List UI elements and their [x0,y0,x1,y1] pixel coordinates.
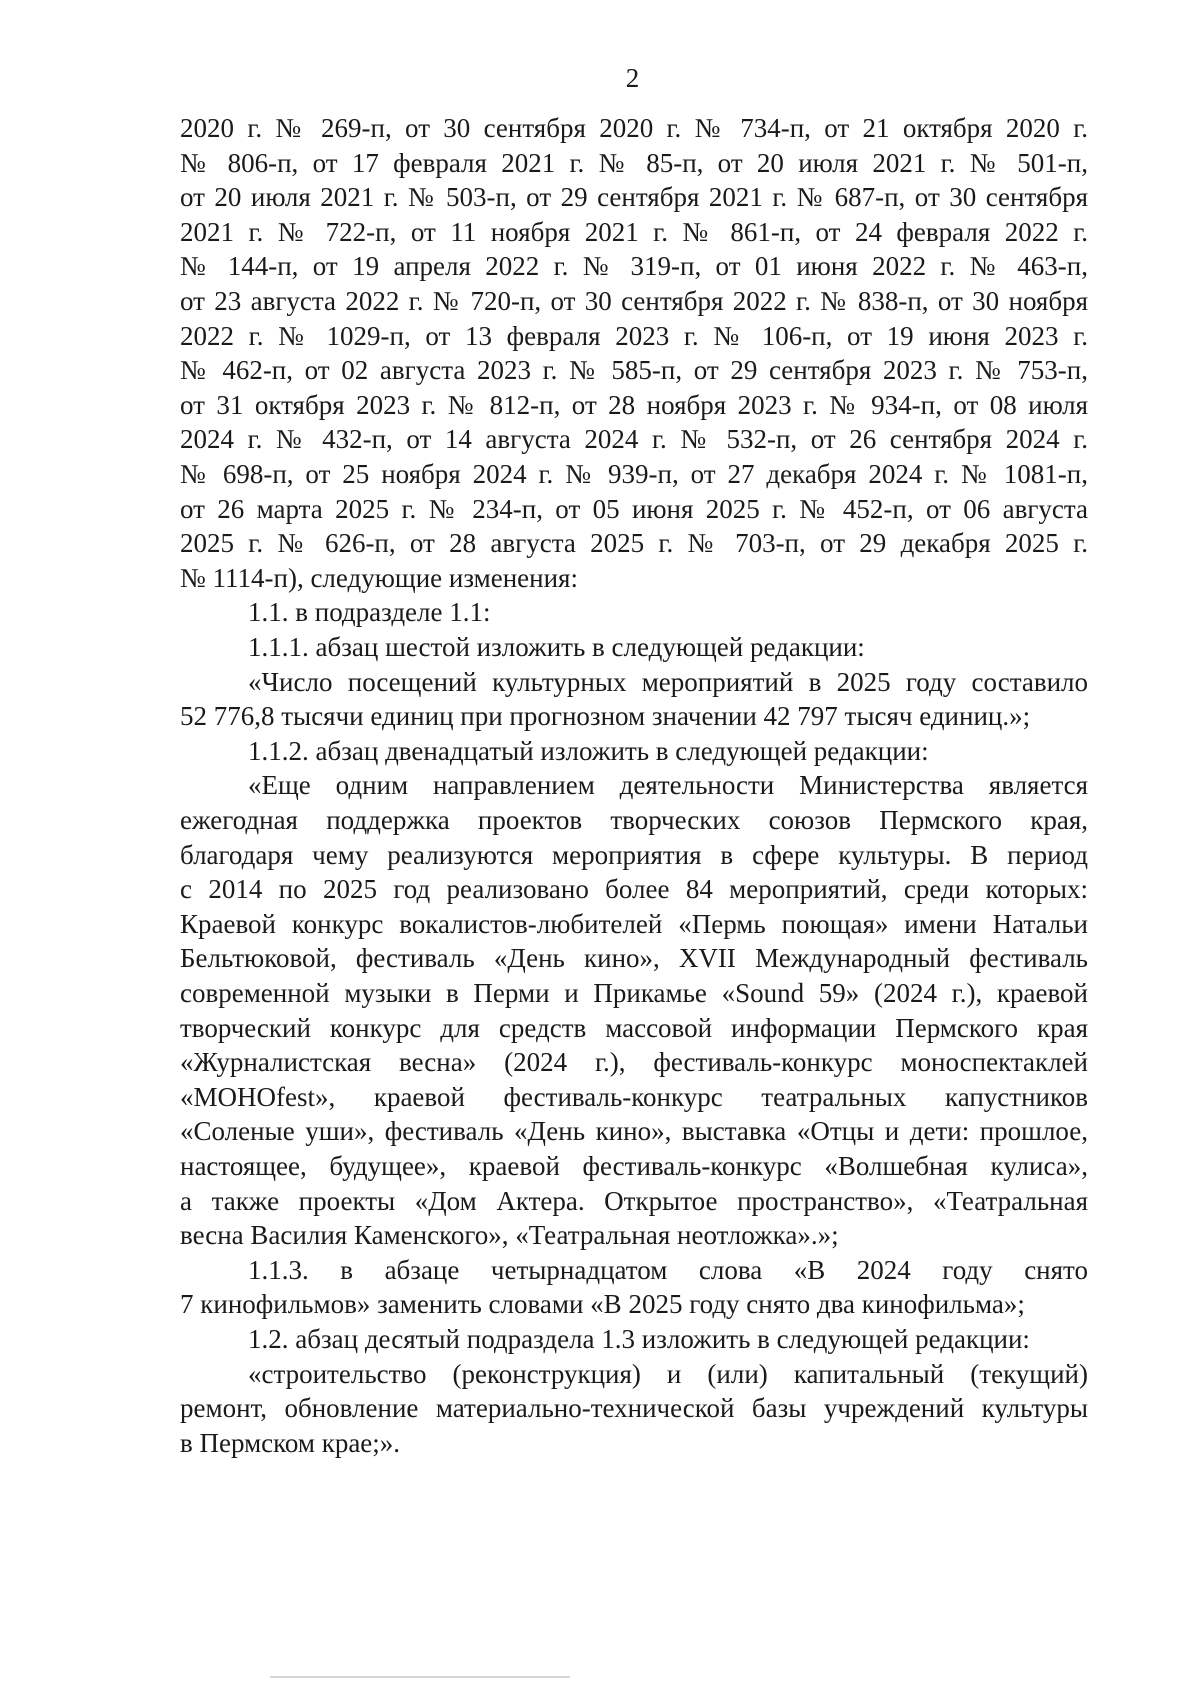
text-line: от 20 июля 2021 г. № 503-п, от 29 сентября 2021 г. № 687-п, от 30 сентября [180,182,1088,213]
text-line: весна Василия Каменского», «Театральная неотложка».»; [180,1220,839,1251]
text-line: «Соленые уши», фестиваль «День кино», выставка «Отцы и дети: прошлое, [180,1116,1088,1147]
text-line: № 698-п, от 25 ноября 2024 г. № 939-п, от 27 декабря 2024 г. № 1081-п, [180,459,1088,489]
text-line: 2021 г. № 722-п, от 11 ноября 2021 г. № 861-п, от 24 февраля 2022 г. [180,216,1088,247]
text-line: творческий конкурс для средств массовой информации Пермского края [180,1012,1088,1043]
text-line: 7 кинофильмов» заменить словами «В 2025 году снято два кинофильма»; [180,1289,1025,1320]
text-line: современной музыки в Перми и Прикамье «Sound 59» (2024 г.), краевой [180,978,1088,1008]
text-line: 1.1.1. абзац шестой изложить в следующей редакции: [248,632,865,662]
text-line: ежегодная поддержка проектов творческих союзов Пермского края, [180,805,1088,835]
text-line: Бельтюковой, фестиваль «День кино», XVII Международный фестиваль [180,943,1088,974]
text-line: 1.2. абзац десятый подраздела 1.3 изложить в следующей редакции: [248,1324,1030,1354]
text-line: № 144-п, от 19 апреля 2022 г. № 319-п, от 01 июня 2022 г. № 463-п, [180,251,1088,282]
text-line: 2022 г. № 1029-п, от 13 февраля 2023 г. № 106-п, от 19 июня 2023 г. [180,320,1088,351]
bottom-rule [270,1676,570,1678]
text-line: 1.1.2. абзац двенадцатый изложить в следующей редакции: [248,735,929,766]
text-line: 2024 г. № 432-п, от 14 августа 2024 г. № 532-п, от 26 сентября 2024 г. [180,424,1088,455]
text-line: настоящее, будущее», краевой фестиваль-конкурс «Волшебная кулиса», [180,1151,1088,1181]
text-line: ремонт, обновление материально-технической базы учреждений культуры [180,1393,1088,1424]
text-line: 52 776,8 тысячи единиц при прогнозном значении 42 797 тысяч единиц.»; [180,701,1031,732]
text-line: «Число посещений культурных мероприятий в 2025 году составило [248,666,1088,697]
text-line: в Пермском крае;». [180,1427,401,1458]
text-line: № 1114-п), следующие изменения: [180,562,578,593]
text-line: № 806-п, от 17 февраля 2021 г. № 85-п, от 20 июля 2021 г. № 501-п, [180,147,1088,178]
text-line: «строительство (реконструкция) и (или) капитальный (текущий) [248,1358,1088,1389]
text-line: № 462-п, от 02 августа 2023 г. № 585-п, от 29 сентября 2023 г. № 753-п, [180,355,1088,386]
text-line: 2020 г. № 269-п, от 30 сентября 2020 г. № 734-п, от 21 октября 2020 г. [180,113,1088,143]
text-line: «Еще одним направлением деятельности Министерства является [248,770,1088,801]
text-line: 1.1. в подразделе 1.1: [248,597,491,628]
text-line: от 23 августа 2022 г. № 720-п, от 30 сентября 2022 г. № 838-п, от 30 ноября [180,286,1088,316]
text-line: Краевой конкурс вокалистов-любителей «Пермь поющая» имени Натальи [180,908,1088,939]
text-line: с 2014 по 2025 год реализовано более 84 мероприятий, среди которых: [180,874,1088,905]
text-line: «Журналистская весна» (2024 г.), фестиваль-конкурс моноспектаклей [180,1047,1088,1078]
text-line: благодаря чему реализуются мероприятия в сфере культуры. В период [180,839,1088,870]
text-line: от 26 марта 2025 г. № 234-п, от 05 июня 2025 г. № 452-п, от 06 августа [180,493,1088,524]
text-line: «МОНОfest», краевой фестиваль-конкурс театральных капустников [180,1081,1088,1112]
text-line: 2025 г. № 626-п, от 28 августа 2025 г. № 703-п, от 29 декабря 2025 г. [180,528,1088,559]
text-line: а также проекты «Дом Актера. Открытое пространство», «Театральная [180,1185,1088,1216]
text-line: 1.1.3. в абзаце четырнадцатом слова «В 2024 году снято [248,1254,1088,1285]
text-line: от 31 октября 2023 г. № 812-п, от 28 ноября 2023 г. № 934-п, от 08 июля [180,389,1088,420]
page-number: 2 [625,63,640,93]
